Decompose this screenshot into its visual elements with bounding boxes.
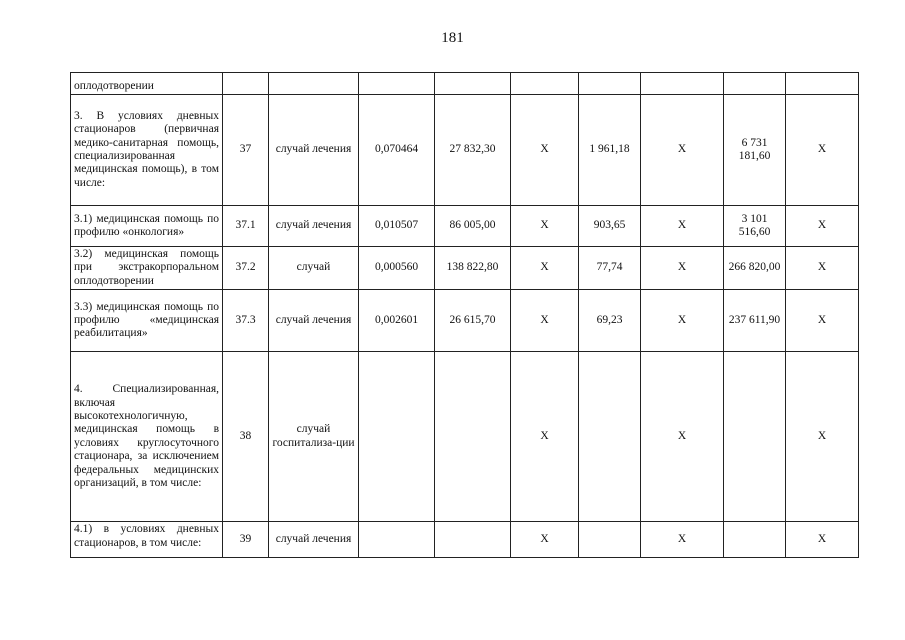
row-norm-volume: 0,070464 <box>359 95 435 206</box>
row-description: 3. В условиях дневных стационаров (первичная медико-санитарная помощь, специализированная медицинская помощь), в том числе: <box>71 95 223 206</box>
row-mark-col7: X <box>641 206 724 247</box>
row-description: оплодотворении <box>71 73 223 95</box>
row-total-cost: 266 820,00 <box>724 247 786 290</box>
row-mark-col7: X <box>641 352 724 522</box>
table-row <box>71 247 859 290</box>
row-total-cost: 6 731 181,60 <box>724 95 786 206</box>
row-per-capita: 77,74 <box>579 247 641 290</box>
row-mark-col9: X <box>786 290 859 352</box>
row-mark-col5: X <box>511 352 579 522</box>
row-total-cost <box>724 73 786 95</box>
row-per-capita: 903,65 <box>579 206 641 247</box>
row-description: 4. Специализированная, включая высокотехнологичную, медицинская помощь в условиях круглосуточного стационара, за исключением федеральных медицинских организаций, в том числе: <box>71 352 223 522</box>
row-total-cost <box>724 352 786 522</box>
table-body <box>71 73 859 558</box>
row-mark-col7: X <box>641 247 724 290</box>
row-code: 37.2 <box>223 247 269 290</box>
row-norm-cost <box>435 73 511 95</box>
row-total-cost <box>724 522 786 558</box>
table-row <box>71 95 859 206</box>
row-norm-cost: 86 005,00 <box>435 206 511 247</box>
row-mark-col7: X <box>641 95 724 206</box>
row-mark-col5 <box>511 73 579 95</box>
row-mark-col9: X <box>786 95 859 206</box>
row-unit <box>269 73 359 95</box>
table-row <box>71 352 859 522</box>
row-mark-col5: X <box>511 247 579 290</box>
row-mark-col7 <box>641 73 724 95</box>
row-code: 37.1 <box>223 206 269 247</box>
table-row <box>71 73 859 95</box>
row-norm-cost: 26 615,70 <box>435 290 511 352</box>
row-norm-volume: 0,000560 <box>359 247 435 290</box>
row-norm-volume <box>359 352 435 522</box>
row-norm-cost <box>435 352 511 522</box>
row-mark-col5: X <box>511 522 579 558</box>
row-mark-col5: X <box>511 206 579 247</box>
row-norm-volume <box>359 522 435 558</box>
table-row <box>71 290 859 352</box>
row-code: 39 <box>223 522 269 558</box>
row-per-capita: 69,23 <box>579 290 641 352</box>
row-description: 3.3) медицинская помощь по профилю «медицинская реабилитация» <box>71 290 223 352</box>
row-total-cost: 237 611,90 <box>724 290 786 352</box>
row-description: 4.1) в условиях дневных стационаров, в том числе: <box>71 522 223 558</box>
row-mark-col9: X <box>786 522 859 558</box>
row-unit: случай лечения <box>269 206 359 247</box>
row-per-capita <box>579 352 641 522</box>
row-mark-col5: X <box>511 290 579 352</box>
row-norm-volume: 0,010507 <box>359 206 435 247</box>
row-unit: случай лечения <box>269 95 359 206</box>
row-mark-col9: X <box>786 206 859 247</box>
row-unit: случай лечения <box>269 522 359 558</box>
row-norm-volume <box>359 73 435 95</box>
row-mark-col9: X <box>786 352 859 522</box>
row-norm-cost <box>435 522 511 558</box>
row-unit: случай лечения <box>269 290 359 352</box>
row-code: 37 <box>223 95 269 206</box>
row-mark-col7: X <box>641 522 724 558</box>
row-code: 38 <box>223 352 269 522</box>
row-code <box>223 73 269 95</box>
page-number: 181 <box>441 30 464 46</box>
row-per-capita: 1 961,18 <box>579 95 641 206</box>
row-mark-col5: X <box>511 95 579 206</box>
row-norm-cost: 27 832,30 <box>435 95 511 206</box>
table-row <box>71 522 859 558</box>
row-unit: случай <box>269 247 359 290</box>
table-row <box>71 206 859 247</box>
row-per-capita <box>579 522 641 558</box>
row-norm-cost: 138 822,80 <box>435 247 511 290</box>
row-description: 3.2) медицинская помощь при экстракорпоральном оплодотворении <box>71 247 223 290</box>
row-code: 37.3 <box>223 290 269 352</box>
row-mark-col9: X <box>786 247 859 290</box>
row-unit: случай госпитализа-ции <box>269 352 359 522</box>
row-norm-volume: 0,002601 <box>359 290 435 352</box>
row-mark-col7: X <box>641 290 724 352</box>
row-mark-col9 <box>786 73 859 95</box>
row-total-cost: 3 101 516,60 <box>724 206 786 247</box>
row-per-capita <box>579 73 641 95</box>
medical-care-table <box>70 72 859 558</box>
row-description: 3.1) медицинская помощь по профилю «онкология» <box>71 206 223 247</box>
